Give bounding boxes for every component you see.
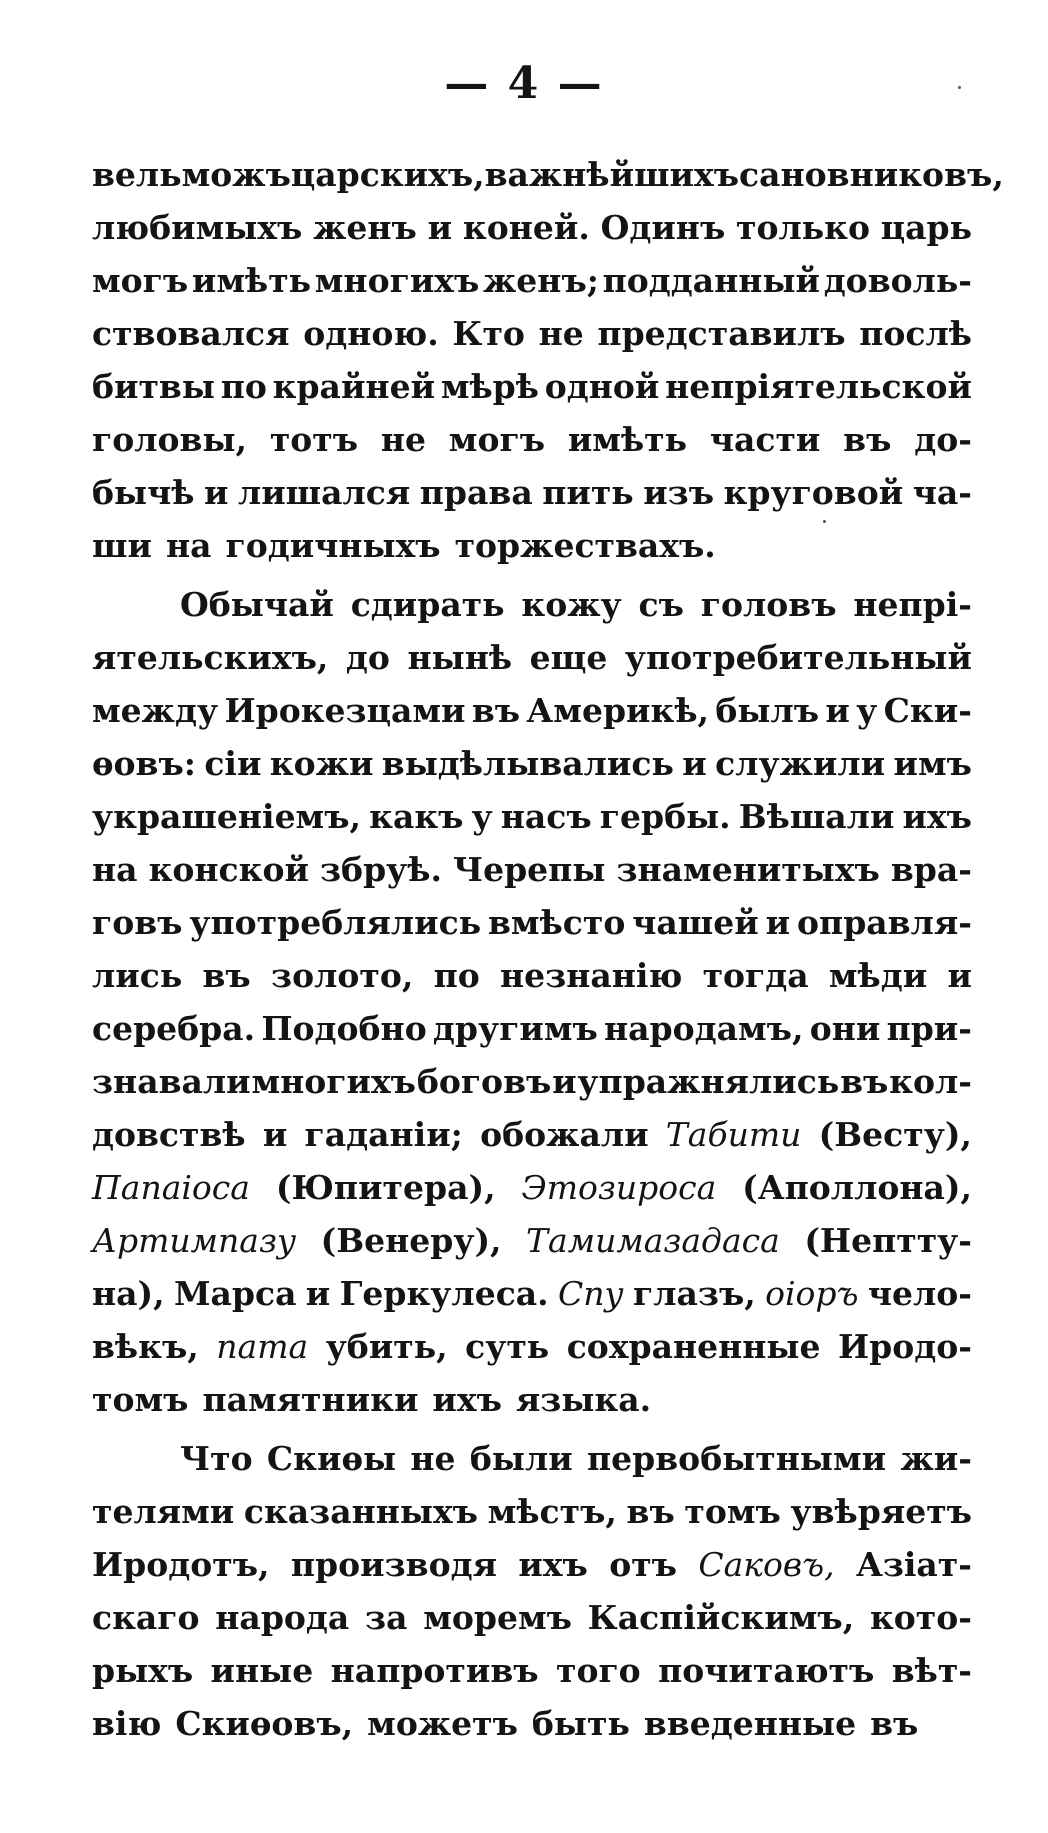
word: мѣди (828, 956, 928, 995)
word: Артимпазу (92, 1221, 297, 1260)
text-line (92, 843, 972, 896)
text-line (92, 466, 972, 519)
word: въ (843, 420, 892, 459)
word: первобытными (587, 1439, 887, 1478)
word: въ (471, 691, 521, 730)
word: съ (638, 585, 684, 624)
word: ихъ (902, 797, 972, 836)
word: царскихъ, (290, 155, 485, 194)
word: серебра. (92, 1009, 256, 1048)
word: и (262, 1115, 288, 1154)
paragraph (92, 148, 1004, 572)
text-line (92, 790, 972, 843)
word: ѳовъ: (92, 744, 196, 783)
word: вмѣсто (488, 903, 626, 942)
word: круговой (723, 473, 904, 512)
text-line (92, 1485, 972, 1538)
word: женъ (313, 208, 417, 247)
word: Кто (452, 314, 525, 353)
word: боговъ (416, 1062, 552, 1101)
text-line (92, 896, 972, 949)
word: и (203, 473, 229, 512)
word: ствовался (92, 314, 290, 353)
word: употреблялись (189, 903, 482, 942)
text-line (92, 1267, 972, 1320)
word: увѣряетъ (790, 1492, 972, 1531)
word: Этозироса (521, 1168, 717, 1207)
word: одною. (303, 314, 439, 353)
word: могъ (448, 420, 546, 459)
word: былъ (715, 691, 820, 730)
word: права (419, 473, 533, 512)
word: по (433, 956, 480, 995)
word: (Юпитера), (275, 1168, 496, 1207)
word: пата (216, 1327, 309, 1366)
text-line (92, 1214, 972, 1267)
word: народа (215, 1598, 350, 1637)
word: Марса (173, 1274, 297, 1313)
word: упражнялись (577, 1062, 840, 1101)
word: (Весту), (818, 1115, 972, 1154)
text-line (92, 307, 972, 360)
word: Каспійскимъ, (587, 1598, 855, 1637)
word: ятельскихъ, (92, 638, 329, 677)
word: иные (210, 1651, 314, 1690)
word: вельможъ (92, 155, 291, 194)
word: народамъ, (604, 1009, 804, 1048)
word: сохраненные (566, 1327, 821, 1366)
text-line (92, 519, 972, 572)
word: кото- (869, 1598, 972, 1637)
word: чело- (867, 1274, 972, 1313)
word: женъ; (482, 261, 599, 300)
word: того (556, 1651, 641, 1690)
word: чашей (632, 903, 759, 942)
word: послѣ (859, 314, 972, 353)
word: какъ (369, 797, 464, 836)
word: Ирокезцами (224, 691, 466, 730)
word: Скиѳы (266, 1439, 397, 1478)
word: конской (148, 850, 309, 889)
word: введенные (643, 1704, 857, 1743)
word: рыхъ (92, 1651, 194, 1690)
word: кожи (269, 744, 374, 783)
word: Обычай (180, 585, 334, 624)
word: только (736, 208, 870, 247)
word: выдѣлывались (381, 744, 674, 783)
word: были (469, 1439, 573, 1478)
text-line (92, 1002, 972, 1055)
text-line (92, 1697, 972, 1750)
word: Вѣшали (738, 797, 895, 836)
word: на (92, 850, 138, 889)
word: почитаютъ (658, 1651, 875, 1690)
text-line (92, 1644, 972, 1697)
word: торжествахъ. (454, 526, 716, 565)
word: языка. (515, 1380, 652, 1419)
word: одной (544, 367, 660, 406)
word: Тамимазадаса (526, 1221, 780, 1260)
word: знаменитыхъ (616, 850, 880, 889)
page-number: — 4 — (444, 58, 604, 109)
word: и (682, 744, 707, 783)
text-line (92, 360, 972, 413)
word: битвы (92, 367, 215, 406)
word: ши (92, 526, 152, 565)
word: кол- (889, 1062, 972, 1101)
word: Ски- (883, 691, 972, 730)
word: сановниковъ, (739, 155, 1004, 194)
word: золото, (271, 956, 414, 995)
word: и (552, 1062, 577, 1101)
text-line (92, 1591, 972, 1644)
word: не (538, 314, 584, 353)
word: имѣть (567, 420, 688, 459)
word: Табити (665, 1115, 802, 1154)
word: томъ (684, 1492, 781, 1531)
word: Азіат- (855, 1545, 972, 1584)
text-line (92, 1320, 972, 1373)
word: сіи (204, 744, 262, 783)
word: до- (914, 420, 972, 459)
word: (Венеру), (320, 1221, 502, 1260)
word: обожали (480, 1115, 649, 1154)
text-line (92, 949, 972, 1002)
word: многихъ (251, 1062, 416, 1101)
word: Одинъ (600, 208, 726, 247)
word: между (92, 691, 219, 730)
word: на), (92, 1274, 165, 1313)
text-line (92, 684, 972, 737)
word: на (165, 526, 212, 565)
word: Папаіоса (92, 1168, 250, 1207)
word: употребительный (624, 638, 972, 677)
word: моремъ (423, 1598, 572, 1637)
word: Саковъ, (698, 1545, 835, 1584)
word: не (380, 420, 426, 459)
word: и (305, 1274, 331, 1313)
word: Иродо- (838, 1327, 972, 1366)
text-line (92, 631, 972, 684)
word: при- (886, 1009, 972, 1048)
word: по (220, 367, 267, 406)
word: вра- (890, 850, 972, 889)
word: представилъ (597, 314, 846, 353)
paragraph (92, 578, 972, 1426)
word: головы, (92, 420, 248, 459)
text-line (92, 148, 1004, 201)
print-speck (958, 86, 961, 89)
word: оіоръ (765, 1274, 859, 1313)
word: гербы. (599, 797, 731, 836)
word: телями (92, 1492, 235, 1531)
word: Америкѣ, (526, 691, 710, 730)
word: изъ (643, 473, 715, 512)
word: непрі- (853, 585, 972, 624)
word: украшеніемъ, (92, 797, 362, 836)
word: насъ (500, 797, 592, 836)
word: непріятельской (665, 367, 972, 406)
word: другимъ (432, 1009, 598, 1048)
word: въ (840, 1062, 889, 1101)
word: важнѣйшихъ (484, 155, 740, 194)
word: ихъ (518, 1545, 588, 1584)
word: скаго (92, 1598, 200, 1637)
word: вѣкъ, (92, 1327, 199, 1366)
word: незнанію (500, 956, 683, 995)
word: мѣрѣ (440, 367, 539, 406)
word: можетъ (367, 1704, 518, 1743)
text-line (92, 1108, 972, 1161)
word: любимыхъ (92, 208, 303, 247)
text-line (92, 1055, 972, 1108)
word: у (856, 691, 878, 730)
text-line (92, 578, 972, 631)
word: доволь- (823, 261, 972, 300)
word: могъ (92, 261, 189, 300)
word: знавали (92, 1062, 251, 1101)
word: кожу (521, 585, 622, 624)
word: головъ (700, 585, 837, 624)
word: гаданіи; (304, 1115, 463, 1154)
word: ихъ (432, 1380, 502, 1419)
word: збруѣ. (320, 850, 442, 889)
word: и (825, 691, 850, 730)
word: бычѣ (92, 473, 195, 512)
word: отъ (609, 1545, 677, 1584)
word: лишался (237, 473, 411, 512)
word: коней. (462, 208, 590, 247)
word: Спу (558, 1274, 624, 1313)
word: Геркулеса. (339, 1274, 549, 1313)
text-line (92, 1538, 972, 1591)
word: (Аполлона), (742, 1168, 972, 1207)
text-line (92, 1432, 972, 1485)
text-line (92, 737, 972, 790)
word: говъ (92, 903, 183, 942)
word: и (427, 208, 453, 247)
word: мѣстъ, (487, 1492, 617, 1531)
word: быть (531, 1704, 630, 1743)
text-line (92, 201, 972, 254)
word: до (345, 638, 390, 677)
word: ча- (912, 473, 972, 512)
body-text (92, 148, 1004, 1750)
word: въ (626, 1492, 675, 1531)
word: въ (202, 956, 251, 995)
word: вѣт- (891, 1651, 972, 1690)
word: за (365, 1598, 408, 1637)
word: лись (92, 956, 183, 995)
word: царь (880, 208, 972, 247)
word: тотъ (269, 420, 359, 459)
text-line (92, 1161, 972, 1214)
word: Подобно (261, 1009, 427, 1048)
word: томъ (92, 1380, 189, 1419)
word: нынѣ (407, 638, 513, 677)
word: пить (542, 473, 634, 512)
word: имѣть (191, 261, 312, 300)
text-line (92, 1373, 972, 1426)
word: служили (715, 744, 886, 783)
word: напротивъ (330, 1651, 539, 1690)
word: Иродотъ, (92, 1545, 270, 1584)
word: Скиѳовъ, (175, 1704, 354, 1743)
word: (Нептту- (804, 1221, 972, 1260)
word: они (809, 1009, 881, 1048)
word: жи- (900, 1439, 972, 1478)
word: суть (465, 1327, 550, 1366)
text-line (92, 254, 972, 307)
word: у (471, 797, 493, 836)
word: довствѣ (92, 1115, 246, 1154)
word: въ (870, 1704, 919, 1743)
word: памятники (202, 1380, 419, 1419)
word: крайней (272, 367, 436, 406)
word: Черепы (452, 850, 606, 889)
word: производя (290, 1545, 497, 1584)
word: вію (92, 1704, 162, 1743)
word: имъ (893, 744, 972, 783)
text-line (92, 413, 972, 466)
print-speck (823, 520, 826, 523)
word: части (709, 420, 821, 459)
word: годичныхъ (225, 526, 441, 565)
word: глазъ, (633, 1274, 756, 1313)
word: многихъ (314, 261, 480, 300)
word: не (410, 1439, 456, 1478)
word: тогда (702, 956, 809, 995)
paragraph (92, 1432, 972, 1750)
word: убить, (325, 1327, 448, 1366)
word: еще (529, 638, 608, 677)
word: сдирать (350, 585, 505, 624)
word: сказанныхъ (243, 1492, 479, 1531)
word: подданный (602, 261, 821, 300)
word: и (947, 956, 972, 995)
word: Что (180, 1439, 253, 1478)
word: и (765, 903, 791, 942)
word: оправля- (797, 903, 972, 942)
